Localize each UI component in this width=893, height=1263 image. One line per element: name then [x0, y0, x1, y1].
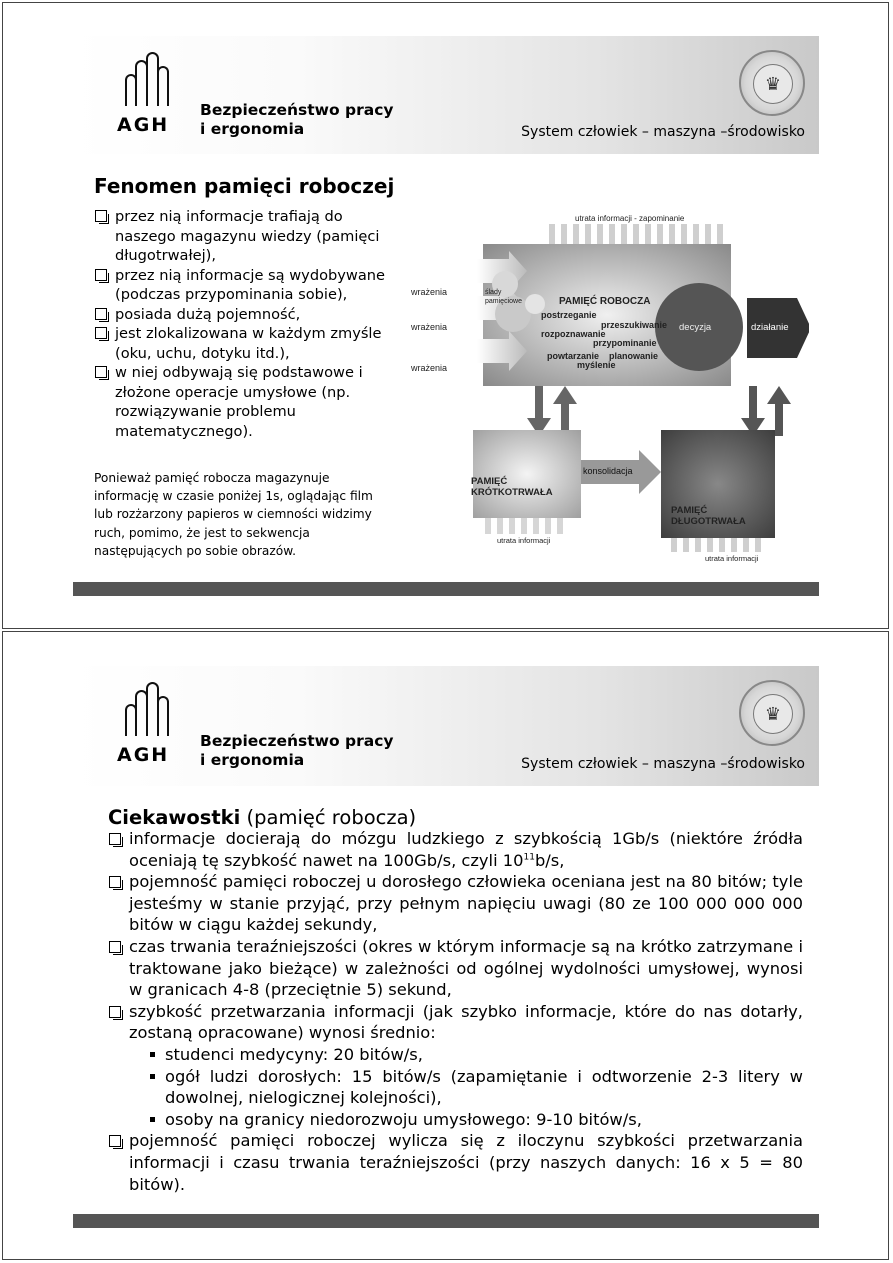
- checkbox-bullet-icon: [95, 327, 107, 339]
- header-subtitle: System człowiek – maszyna –środowisko: [521, 124, 805, 140]
- working-memory-label: PAMIĘĆ ROBOCZA: [559, 296, 651, 307]
- checkbox-bullet-icon: [95, 366, 107, 378]
- list-item: informacje docierają do mózgu ludzkiego z szybkością 1Gb/s (niektóre źródła oceniają tę szybkość nawet na 100Gb/s, czyli $10^{11}b/s$,: [109, 828, 803, 871]
- process-label: postrzeganie: [541, 310, 597, 320]
- sub-list: [129, 1044, 803, 1130]
- list-item: przez nią informacje trafiają do naszego magazynu wiedzy (pamięci długotrwałej),: [95, 207, 395, 266]
- bullet-list: [109, 828, 803, 1195]
- sub-list-item: ogół ludzi dorosłych: 15 bitów/s (zapamiętanie i odtworzenie 2-3 litery w dowolnej, nielogicznej kolejności),: [147, 1066, 803, 1109]
- process-label: myślenie: [577, 360, 616, 370]
- course-title: Bezpieczeństwo pracy i ergonomia: [200, 732, 394, 769]
- sub-list-item: studenci medycyny: 20 bitów/s,: [147, 1044, 803, 1066]
- process-label: planowanie: [609, 351, 659, 361]
- course-title: Bezpieczeństwo pracy i ergonomia: [200, 101, 394, 138]
- slide-1: [73, 36, 819, 596]
- action-label: działanie: [751, 322, 789, 333]
- checkbox-bullet-icon: [95, 269, 107, 281]
- loss-top-label: utrata informacji - zapominanie: [575, 214, 685, 223]
- input-label: wrażenia: [411, 363, 448, 373]
- loss-short-label: utrata informacji: [497, 536, 551, 545]
- checkbox-bullet-icon: [95, 308, 107, 320]
- process-label: przypominanie: [593, 338, 657, 348]
- long-term-label: PAMIĘĆ DŁUGOTRWAŁA: [671, 505, 746, 527]
- logo-text: AGH: [117, 744, 170, 766]
- slide-header: [73, 666, 819, 786]
- list-item: przez nią informacje są wydobywane (podczas przypominania sobie),: [95, 266, 395, 305]
- logo-text: AGH: [117, 114, 170, 136]
- seal-icon: ♛: [739, 680, 805, 746]
- agh-logo: [115, 680, 175, 770]
- list-item: w niej odbywają się podstawowe i złożone operacje umysłowe (np. rozwiązywanie problemu matematycznego).: [95, 363, 395, 441]
- slide-heading: Ciekawostki (pamięć robocza): [108, 806, 417, 829]
- checkbox-bullet-icon: [109, 1135, 121, 1147]
- slide-header: [73, 36, 819, 154]
- list-item: jest zlokalizowana w każdym zmyśle (oku, uchu, dotyku itd.),: [95, 324, 395, 363]
- checkbox-bullet-icon: [109, 1006, 121, 1018]
- loss-long-label: utrata informacji: [705, 554, 759, 563]
- bullet-list: [95, 207, 395, 441]
- list-item: szybkość przetwarzania informacji (jak szybko informacje, które do nas dotarły, zostaną opracowane) wynosi średnio: studenci medycyny: 20 bitów/s, ogół ludzi dorosłych: 15 bitów/s (zapamiętanie i odtworzenie 2-3 litery w dowolnej, nielogicznej kolejności), osoby na granicy niedorozwoju umysłowego: 9-10 bitów/s,: [109, 1001, 803, 1131]
- slide-2: [73, 666, 819, 1228]
- list-item: posiada dużą pojemność,: [95, 305, 395, 325]
- sub-list-item: osoby na granicy niedorozwoju umysłowego: 9-10 bitów/s,: [147, 1109, 803, 1131]
- slide-footer-bar: [73, 582, 819, 596]
- short-term-label: PAMIĘĆ KRÓTKOTRWAŁA: [471, 476, 553, 498]
- slide-footer-bar: [73, 1214, 819, 1228]
- process-label: przeszukiwanie: [601, 320, 668, 330]
- process-label: powtarzanie: [547, 351, 600, 361]
- checkbox-bullet-icon: [109, 833, 121, 845]
- consolidation-label: konsolidacja: [583, 466, 633, 476]
- list-item: pojemność pamięci roboczej wylicza się z iloczynu szybkości przetwarzania informacji i czasu trwania teraźniejszości (przy naszych danych: 16 x 5 = 80 bitów).: [109, 1130, 803, 1195]
- checkbox-bullet-icon: [109, 941, 121, 953]
- explanation-paragraph: Ponieważ pamięć robocza magazynuje informację w czasie poniżej 1s, oglądając film lub rozżarzony papieros w ciemności widzimy ruch, pomimo, że jest to sekwencja następujących po sobie obrazów.: [94, 471, 373, 558]
- checkbox-bullet-icon: [109, 876, 121, 888]
- seal-icon: ♛: [739, 50, 805, 116]
- agh-logo: [115, 50, 175, 140]
- slide-heading: Fenomen pamięci roboczej: [94, 174, 395, 198]
- decision-label: decyzja: [679, 322, 712, 333]
- traces-label: ślady pamięciowe: [485, 289, 522, 305]
- header-subtitle: System człowiek – maszyna –środowisko: [521, 756, 805, 772]
- input-label: wrażenia: [411, 322, 448, 332]
- list-item: czas trwania teraźniejszości (okres w którym informacje są na krótko zatrzymane i traktowane jako bieżące) w zależności od ogólnej wydolności umysłowej, wynosi w granicach 4-8 (przeciętnie 5) sekund,: [109, 936, 803, 1001]
- input-label: wrażenia: [411, 287, 448, 297]
- list-item: pojemność pamięci roboczej u dorosłego człowieka oceniana jest na 80 bitów; tyle jesteśmy w stanie przyjąć, przy pełnym napięciu uwagi (80 ze 100 000 000 000 bitów w ciągu każdej sekundy,: [109, 871, 803, 936]
- memory-diagram: [409, 214, 809, 563]
- process-label: rozpoznawanie: [541, 329, 606, 339]
- checkbox-bullet-icon: [95, 210, 107, 222]
